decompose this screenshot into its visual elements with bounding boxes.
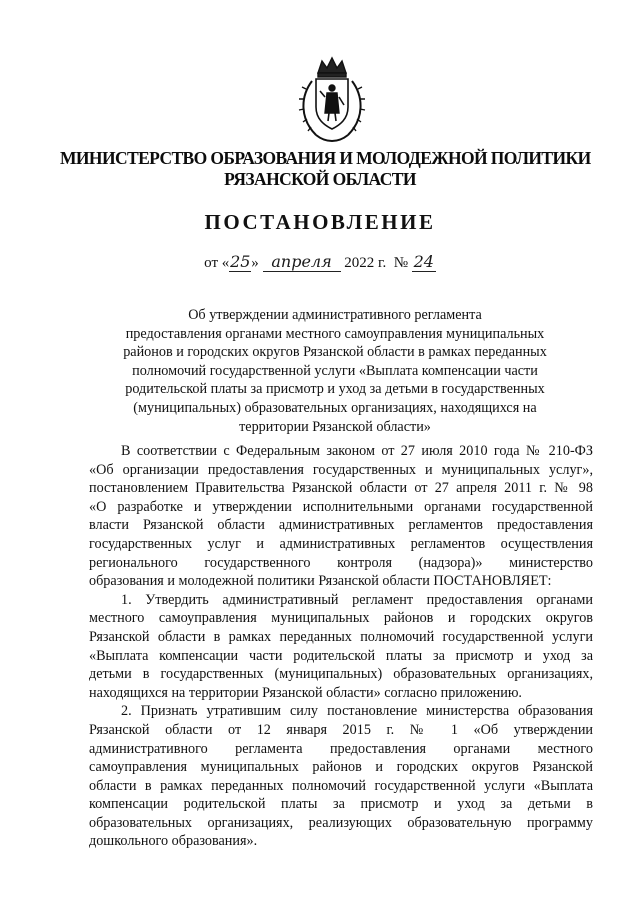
body-line: 1. Утвердить административный регламент предоставления органами [121, 591, 593, 608]
date-year: 2022 г. [344, 255, 387, 271]
handwritten-number: 24 [413, 252, 434, 271]
body-line: области в рамках переданных полномочий государственной услуги «Выплата [89, 777, 593, 794]
subject-line: (муниципальных) образовательных организациях, находящихся на [133, 399, 537, 416]
subject-line: предоставления органами местного самоуправления муниципальных [125, 325, 545, 342]
date-number-line [0, 252, 640, 272]
body-line: Рязанской области в рамках переданных полномочий государственной услуги [89, 628, 593, 645]
subject-line: Об утверждении административного регламента [188, 307, 482, 323]
body-line: постановлением Правительства Рязанской области от 27 апреля 2011 г. № 98 [89, 480, 593, 497]
date-mid: » [251, 255, 259, 271]
body-line: государственных услуг и административных регламентов осуществления [89, 535, 593, 552]
body-line: «О разработке и утверждении исполнительными органами государственной [89, 498, 593, 515]
ministry-name [60, 148, 591, 190]
body-line: находящихся на территории Рязанской области» согласно приложению. [89, 684, 522, 701]
body-line: В соответствии с Федеральным законом от 27 июля 2010 года № 210-ФЗ [121, 443, 593, 459]
handwritten-month: апреля [263, 252, 341, 272]
body-line: «Об организации предоставления государственных и муниципальных услуг», [89, 461, 593, 478]
subject-line: районов и городских округов Рязанской области в рамках переданных [123, 344, 547, 361]
body-line: административного регламента предоставления органами местного [89, 740, 593, 757]
body-line: образовательных организациях, реализующих образовательную программу [89, 814, 593, 831]
body-line: дошкольного образования». [89, 833, 258, 850]
body-line: Рязанской области от 12 января 2015 г. № 1 «Об утверждении [89, 721, 593, 738]
subject-line: родительской платы за присмотр и уход за детьми в государственных [125, 381, 545, 398]
body-line: детьми в государственных (муниципальных) образовательных организациях, [89, 666, 593, 683]
document-subject [100, 306, 570, 436]
body-line: 2. Признать утратившим силу постановление министерства образования [121, 703, 593, 720]
handwritten-day: 25 [230, 252, 251, 271]
body-line: компенсации родительской платы за присмотр и уход за детьми в [89, 796, 593, 813]
date-prefix: от « [204, 255, 230, 271]
ministry-name-line2: РЯЗАНСКОЙ ОБЛАСТИ [224, 169, 416, 189]
coat-of-arms-emblem [296, 55, 368, 147]
body-line: местного самоуправления муниципальных районов и городских округов [89, 610, 593, 627]
body-line: власти Рязанской области административных регламентов предоставления [89, 517, 593, 534]
number-sign: № [393, 255, 409, 271]
body-line: «Выплата компенсации части родительской платы за присмотр и уход за [89, 647, 593, 664]
ministry-name-line1: МИНИСТЕРСТВО ОБРАЗОВАНИЯ И МОЛОДЕЖНОЙ ПОЛИТИКИ [60, 148, 591, 168]
body-line: регионального государственного контроля (надзора)» министерство [89, 554, 593, 571]
body-line: образования и молодежной политики Рязанской области ПОСТАНОВЛЯЕТ: [89, 573, 552, 590]
document-body [89, 442, 593, 851]
document-type-title: ПОСТАНОВЛЕНИЕ [204, 210, 436, 234]
subject-line: территории Рязанской области» [239, 418, 431, 435]
subject-line: полномочий государственной услуги «Выплата компенсации части [132, 362, 538, 379]
body-line: самоуправления муниципальных районов и городских округов Рязанской [89, 759, 593, 776]
